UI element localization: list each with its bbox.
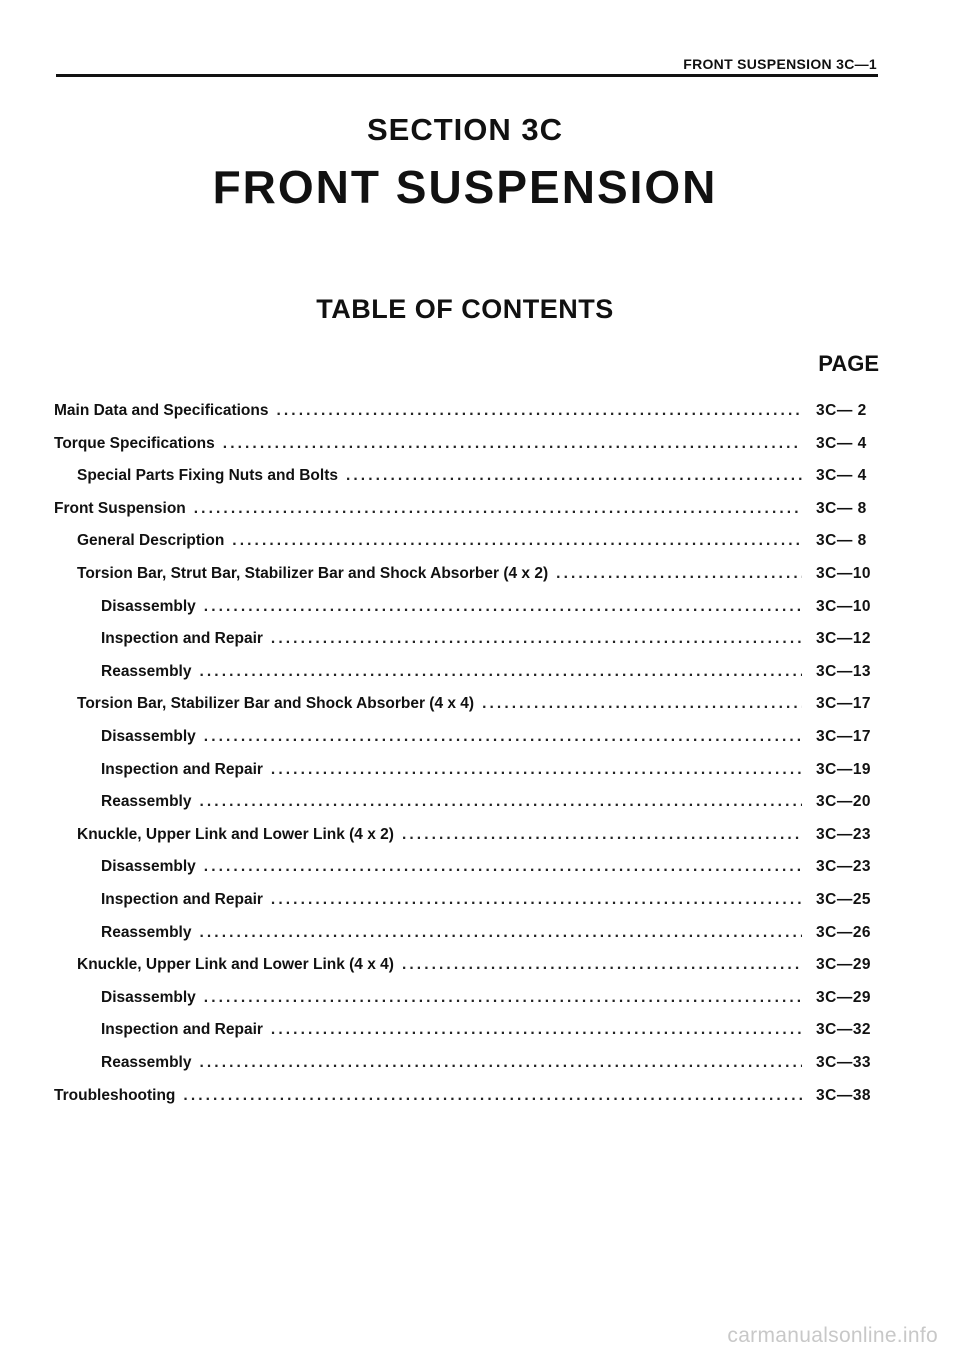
- toc-entry-label: Special Parts Fixing Nuts and Bolts: [77, 467, 338, 485]
- toc-leader-dots: [276, 402, 802, 420]
- toc-entry-page: 3C—19: [816, 760, 872, 778]
- toc-entry: [77, 565, 880, 587]
- toc-entry: [101, 598, 880, 620]
- toc-entry-page: 3C—12: [816, 630, 872, 648]
- toc-entry-label: General Description: [77, 532, 225, 550]
- toc-entry: [101, 1021, 880, 1043]
- toc-leader-dots: [199, 924, 802, 942]
- toc-entry-label: Main Data and Specifications: [54, 402, 269, 419]
- toc-entry-label: Front Suspension: [54, 499, 186, 517]
- running-header: FRONT SUSPENSION 3C—1: [683, 56, 877, 72]
- toc-leader-dots: [556, 565, 802, 583]
- toc-entry-page: 3C—17: [816, 728, 872, 745]
- toc-entry-label: Troubleshooting: [54, 1086, 176, 1104]
- toc-leader-dots: [482, 695, 802, 713]
- toc-entry: [54, 402, 880, 424]
- toc-leader-dots: [204, 598, 802, 616]
- toc-leader-dots: [346, 467, 802, 485]
- toc-entry-page: 3C—29: [816, 988, 872, 1006]
- toc-entry-page: 3C— 4: [816, 434, 867, 452]
- toc-entry: [54, 500, 880, 522]
- header-rule: [56, 74, 878, 77]
- toc-entry-page: 3C—17: [816, 695, 872, 713]
- toc-leader-dots: [271, 891, 802, 909]
- toc-entry: [101, 989, 880, 1011]
- toc-entry-page: 3C—13: [816, 662, 872, 680]
- toc-entry-page: 3C—25: [816, 891, 872, 908]
- toc-entry-label: Disassembly: [101, 988, 196, 1006]
- section-title: SECTION 3C: [366, 112, 564, 147]
- toc-entry-page: 3C—23: [816, 825, 872, 843]
- watermark: carmanualsonline.info: [727, 1324, 938, 1347]
- toc-leader-dots: [271, 761, 802, 779]
- toc-entry: [101, 728, 880, 750]
- toc-leader-dots: [199, 663, 802, 681]
- toc-entry-label: Knuckle, Upper Link and Lower Link (4 x 4): [77, 956, 394, 974]
- toc-entry: [54, 435, 880, 457]
- toc-entry-page: 3C— 2: [816, 402, 867, 419]
- toc-entry-page: 3C— 8: [816, 532, 867, 550]
- toc-entry: [101, 663, 880, 685]
- toc-entry: [77, 532, 880, 554]
- toc-entry: [101, 924, 880, 946]
- toc-page-column-label: PAGE: [818, 351, 879, 376]
- toc-entry-page: 3C—20: [816, 793, 872, 811]
- toc-leader-dots: [194, 500, 802, 518]
- toc-entry: [54, 1087, 880, 1109]
- toc-entry-label: Torsion Bar, Stabilizer Bar and Shock Absorber (4 x 4): [77, 695, 475, 713]
- toc-entry-page: 3C—32: [816, 1021, 872, 1039]
- toc-entry-page: 3C—33: [816, 1054, 872, 1071]
- toc-entry-page: 3C—10: [816, 565, 872, 582]
- toc-entry-page: 3C—23: [816, 858, 872, 876]
- toc-entry-page: 3C— 8: [816, 499, 867, 517]
- toc-leader-dots: [183, 1087, 802, 1105]
- toc-leader-dots: [223, 435, 802, 453]
- toc-entry-page: 3C—29: [816, 956, 872, 974]
- toc-entry-label: Torque Specifications: [54, 434, 215, 452]
- toc-leader-dots: [204, 858, 802, 876]
- toc-entry-page: 3C—38: [816, 1086, 872, 1104]
- page-title: FRONT SUSPENSION: [212, 161, 718, 213]
- toc-leader-dots: [402, 956, 802, 974]
- toc-entry: [77, 467, 880, 489]
- toc-leader-dots: [232, 532, 802, 550]
- toc-entry-label: Reassembly: [101, 793, 192, 811]
- toc-entry-label: Inspection and Repair: [101, 630, 263, 648]
- toc-entry-page: 3C—10: [816, 597, 872, 615]
- toc-entry-label: Disassembly: [101, 597, 196, 615]
- toc-leader-dots: [204, 989, 802, 1007]
- toc-entry-label: Inspection and Repair: [101, 1021, 263, 1039]
- toc-entry-label: Reassembly: [101, 1054, 192, 1071]
- toc-entry-label: Inspection and Repair: [101, 891, 263, 908]
- toc-entry: [101, 761, 880, 783]
- toc-entry-label: Knuckle, Upper Link and Lower Link (4 x 2): [77, 825, 394, 843]
- toc-entry: [101, 630, 880, 652]
- toc-entry: [77, 826, 880, 848]
- toc-heading: TABLE OF CONTENTS: [316, 294, 614, 324]
- toc-leader-dots: [199, 1054, 802, 1072]
- toc-leader-dots: [271, 630, 802, 648]
- toc-entry-label: Torsion Bar, Strut Bar, Stabilizer Bar and Shock Absorber (4 x 2): [77, 565, 549, 582]
- toc-entry-page: 3C—26: [816, 923, 872, 941]
- toc-leader-dots: [271, 1021, 802, 1039]
- toc-entry: [77, 695, 880, 717]
- toc-leader-dots: [204, 728, 802, 746]
- toc-entry-label: Disassembly: [101, 728, 196, 745]
- toc-entry-label: Reassembly: [101, 662, 192, 680]
- toc-entry-label: Inspection and Repair: [101, 760, 263, 778]
- toc-leader-dots: [199, 793, 802, 811]
- toc-entry: [101, 891, 880, 913]
- toc-entry: [101, 1054, 880, 1076]
- toc-entry-label: Disassembly: [101, 858, 196, 876]
- toc-entry-label: Reassembly: [101, 923, 192, 941]
- toc-entry: [101, 858, 880, 880]
- toc-entry-page: 3C— 4: [816, 467, 867, 485]
- toc-leader-dots: [402, 826, 802, 844]
- toc-entry: [77, 956, 880, 978]
- toc-entry: [101, 793, 880, 815]
